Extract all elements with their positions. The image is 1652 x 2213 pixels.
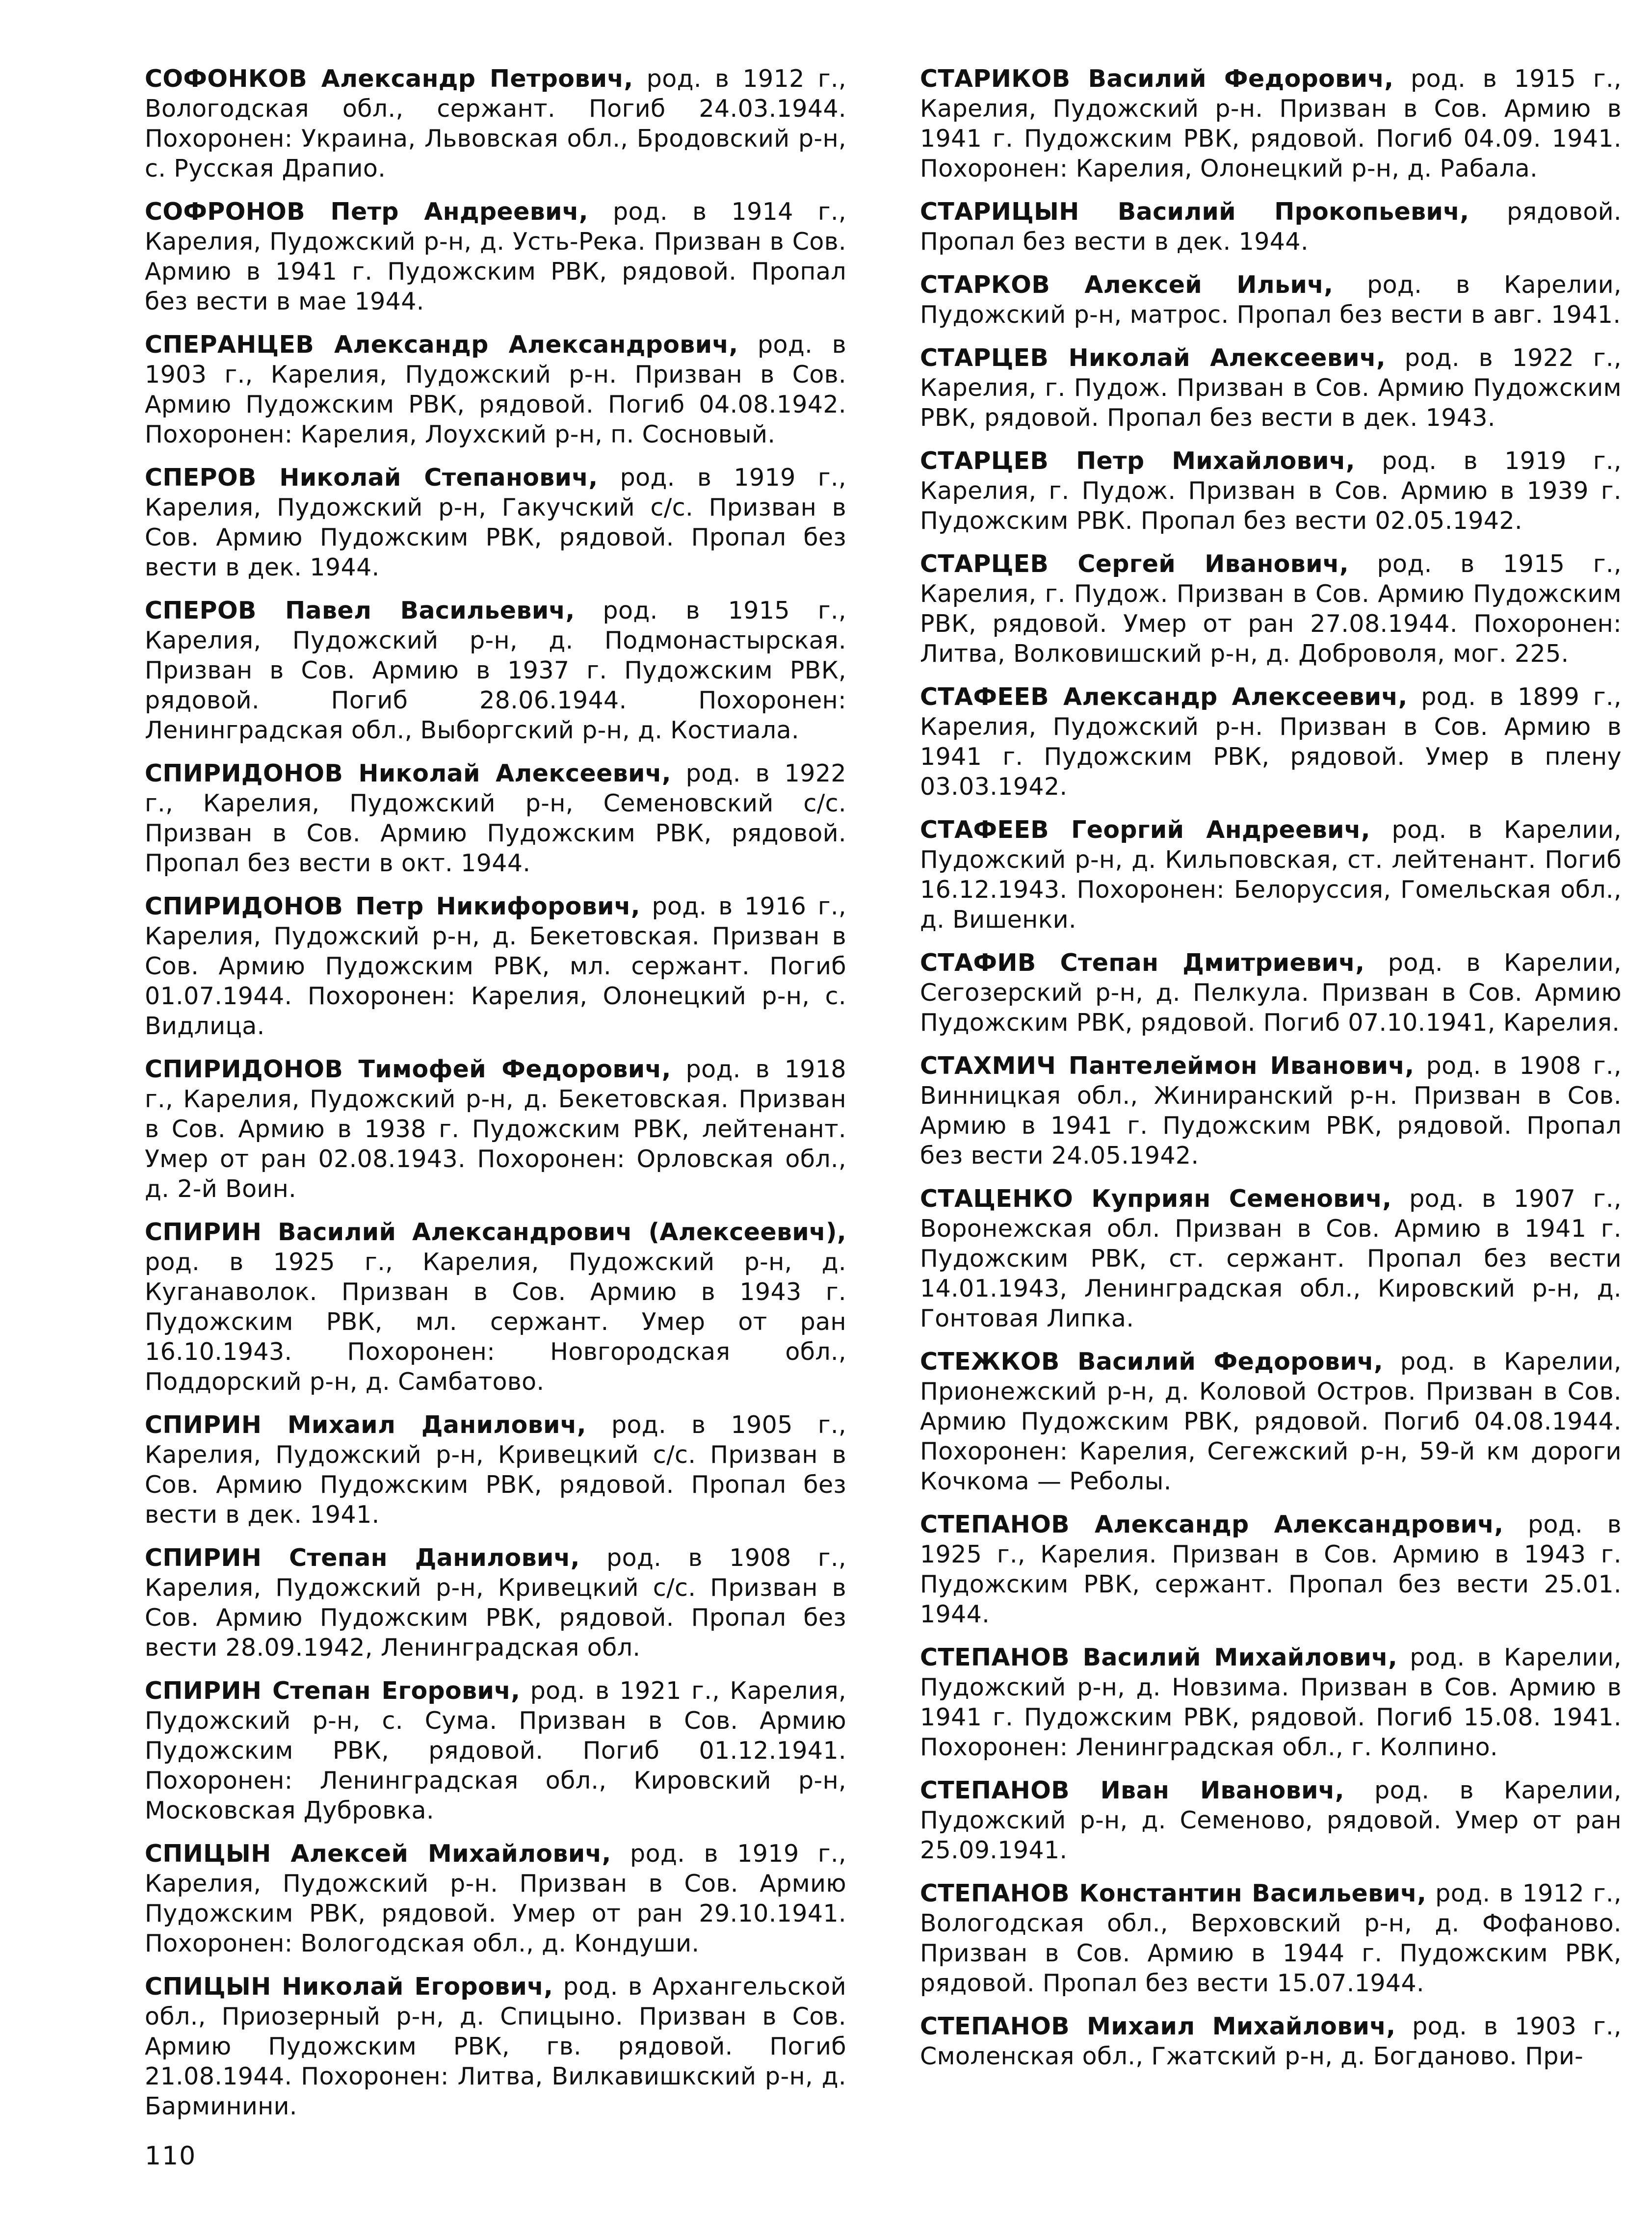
entry-text: род. в 1922 г., Карелия, Пудожский р-н, Семеновский с/с. Призван в Сов. Армию Пудожским РВК, рядовой. Пропал без вести в окт. 1944. — [145, 759, 846, 877]
entry-name: СТЕПАНОВ Иван Иванович, — [920, 1776, 1344, 1804]
entry-text: род. в 1907 г., Воронежская обл. Призван в Сов. Армию в 1941 г. Пудожским РВК, ст. сержант. Пропал без вести 14.01.1943, Ленинградская обл., Кировский р-н, д. Гонтовая Липка. — [920, 1185, 1622, 1332]
entry-name: СТЕПАНОВ Александр Александрович, — [920, 1510, 1504, 1538]
entry — [145, 1543, 846, 1663]
entry — [920, 2011, 1622, 2071]
entry-name: СПИЦЫН Николай Егорович, — [145, 1973, 553, 2001]
entry-name: СТАРЦЕВ Николай Алексеевич, — [920, 344, 1386, 372]
entry — [920, 549, 1622, 669]
entry-text: род. в Карелии, Прионежский р-н, д. Коловой Остров. Призван в Сов. Армию Пудожским РВК, рядовой. Погиб 04.08.1944. Похоронен: Карелия, Сегежский р-н, 59-й км дороги Кочкома — Реболы. — [920, 1348, 1622, 1495]
entry — [145, 758, 846, 878]
entry-name: СТЕЖКОВ Василий Федорович, — [920, 1348, 1384, 1376]
entry-name: СТАФЕЕВ Георгий Андреевич, — [920, 816, 1370, 844]
entry — [145, 463, 846, 582]
entry-text: род. в 1919 г., Карелия, г. Пудож. Призван в Сов. Армию в 1939 г. Пудожским РВК. Пропал без вести 02.05.1942. — [920, 447, 1622, 535]
entry-text: род. в Карелии, Сегозерский р-н, д. Пелкула. Призван в Сов. Армию Пудожским РВК, рядовой. Погиб 07.10.1941, Карелия. — [920, 949, 1622, 1037]
entry-text: род. в 1912 г., Вологодская обл., Верховский р-н, д. Фофаново. Призван в Сов. Армию в 1944 г. Пудожским РВК, рядовой. Пропал без вести 15.07.1944. — [920, 1879, 1622, 1997]
entry-name: СПЕРОВ Павел Васильевич, — [145, 597, 575, 625]
entry-name: СТЕПАНОВ Василий Михайлович, — [920, 1643, 1398, 1671]
entry-text: род. в 1921 г., Карелия, Пудожский р-н, с. Сума. Призван в Сов. Армию Пудожским РВК, рядовой. Погиб 01.12.1941. Похоронен: Ленинградская обл., Кировский р-н, Московская Дубровка. — [145, 1677, 846, 1824]
entry-text: род. в Карелии, Пудожский р-н, матрос. Пропал без вести в авг. 1941. — [920, 271, 1622, 329]
entry-name: СПИРИДОНОВ Петр Никифорович, — [145, 892, 640, 920]
entry — [145, 1054, 846, 1204]
entry-name: СПИРИН Степан Данилович, — [145, 1544, 580, 1572]
entry-text: род. в 1912 г., Вологодская обл., сержант. Погиб 24.03.1944. Похоронен: Украина, Львовская обл., Бродовский р-н, с. Русская Драпио. — [145, 65, 847, 182]
entry-name: СТАРИЦЫН Василий Прокопьевич, — [920, 198, 1469, 226]
entry-text: род. в 1918 г., Карелия, Пудожский р-н, д. Бекетовская. Призван в Сов. Армию в 1938 г. Пудожским РВК, лейтенант. Умер от ран 02.08.1943. Похоронен: Орловская обл., д. 2-й Воин. — [145, 1055, 846, 1203]
entry-text: род. в 1925 г., Карелия. Призван в Сов. Армию в 1943 г. Пудожским РВК, сержант. Пропал без вести 25.01. 1944. — [920, 1510, 1622, 1628]
entry-name: СПЕРАНЦЕВ Александр Александрович, — [145, 331, 738, 359]
entry — [145, 1676, 846, 1825]
entry — [145, 197, 846, 316]
entry — [920, 1642, 1622, 1762]
entry-name: СОФРОНОВ Петр Андреевич, — [145, 198, 588, 226]
entry-text: род. в 1916 г., Карелия, Пудожский р-н, д. Бекетовская. Призван в Сов. Армию Пудожским РВК, мл. сержант. Погиб 01.07.1944. Похоронен: Карелия, Олонецкий р-н, с. Видлица. — [145, 892, 846, 1040]
entry — [920, 270, 1622, 330]
entry-text: род. в 1915 г., Карелия, г. Пудож. Призван в Сов. Армию Пудожским РВК, рядовой. Умер от ран 27.08.1944. Похоронен: Литва, Волковишский р-н, д. Доброволя, мог. 225. — [920, 550, 1622, 668]
right-column — [920, 64, 1622, 2084]
entry-name: СТАРКОВ Алексей Ильич, — [920, 271, 1334, 299]
entry-name: СПИРИН Василий Александрович (Алексеевич), — [145, 1218, 846, 1246]
entry — [920, 682, 1622, 802]
entry-text: род. в 1899 г., Карелия, Пудожский р-н. Призван в Сов. Армию в 1941 г. Пудожским РВК, рядовой. Умер в плену 03.03.1942. — [920, 683, 1622, 801]
left-column — [145, 64, 846, 2135]
entry-name: СПИЦЫН Алексей Михайлович, — [145, 1840, 611, 1868]
entry — [920, 1347, 1622, 1496]
entry-text: род. в 1903 г., Смоленская обл., Гжатский р-н, д. Богданово. При- — [920, 2012, 1622, 2070]
entry — [920, 197, 1622, 257]
entry-name: СТАЦЕНКО Куприян Семенович, — [920, 1185, 1392, 1213]
entry-text: род. в Карелии, Пудожский р-н, д. Семеново, рядовой. Умер от ран 25.09.1941. — [920, 1776, 1622, 1864]
entry-name: СТЕПАНОВ Константин Васильевич, — [920, 1879, 1427, 1907]
entry — [145, 1972, 846, 2121]
entry — [145, 1410, 846, 1530]
entry-name: СТАФЕЕВ Александр Алексеевич, — [920, 683, 1408, 711]
entry-name: СПЕРОВ Николай Степанович, — [145, 464, 598, 492]
entry — [145, 64, 846, 183]
entry-text: род. в 1903 г., Карелия, Пудожский р-н. Призван в Сов. Армию Пудожским РВК, рядовой. Погиб 04.08.1942. Похоронен: Карелия, Лоухский р-н, п. Сосновый. — [145, 331, 846, 448]
entry — [920, 446, 1622, 536]
entry — [145, 891, 846, 1041]
entry-name: СТАХМИЧ Пантелеймон Иванович, — [920, 1052, 1415, 1080]
entry-text: рядовой. Пропал без вести в дек. 1944. — [920, 198, 1622, 256]
entry — [145, 330, 846, 449]
page-number: 110 — [145, 2141, 197, 2171]
entry-name: СТАФИВ Степан Дмитриевич, — [920, 949, 1365, 977]
entry-text: род. в 1905 г., Карелия, Пудожский р-н, Кривецкий с/с. Призван в Сов. Армию Пудожским РВК, рядовой. Пропал без вести в дек. 1941. — [145, 1411, 847, 1529]
entry-text: род. в Архангельской обл., Приозерный р-н, д. Спицыно. Призван в Сов. Армию Пудожским РВК, гв. рядовой. Погиб 21.08.1944. Похоронен: Литва, Вилкавишкский р-н, д. Барминини. — [145, 1973, 846, 2120]
entry — [920, 1510, 1622, 1629]
entry-name: СОФОНКОВ Александр Петрович, — [145, 65, 633, 93]
entry-text: род. в 1919 г., Карелия, Пудожский р-н. Призван в Сов. Армию Пудожским РВК, рядовой. Умер от ран 29.10.1941. Похоронен: Вологодская обл., д. Кондуши. — [145, 1840, 846, 1957]
entry-text: род. в 1915 г., Карелия, Пудожский р-н. Призван в Сов. Армию в 1941 г. Пудожским РВК, рядовой. Погиб 04.09. 1941. Похоронен: Карелия, Олонецкий р-н, д. Рабала. — [920, 65, 1622, 182]
entry-name: СТАРЦЕВ Петр Михайлович, — [920, 447, 1355, 475]
entry-name: СПИРИН Михаил Данилович, — [145, 1411, 586, 1439]
entry — [920, 1184, 1622, 1333]
entry-name: СПИРИДОНОВ Тимофей Федорович, — [145, 1055, 671, 1083]
entry-text: род. в Карелии, Пудожский р-н, д. Новзима. Призван в Сов. Армию в 1941 г. Пудожским РВК, рядовой. Погиб 15.08. 1941. Похоронен: Ленинградская обл., г. Колпино. — [920, 1643, 1622, 1761]
entry — [920, 1051, 1622, 1171]
entry — [920, 815, 1622, 935]
entry — [920, 64, 1622, 183]
entry — [920, 1775, 1622, 1865]
entry — [145, 1839, 846, 1958]
entry-text: род. в 1914 г., Карелия, Пудожский р-н, д. Усть-Река. Призван в Сов. Армию в 1941 г. Пудожским РВК, рядовой. Пропал без вести в мае 1944. — [145, 198, 846, 315]
entry-text: род. в 1908 г., Винницкая обл., Жиниранский р-н. Призван в Сов. Армию в 1941 г. Пудожским РВК, рядовой. Пропал без вести 24.05.1942. — [920, 1052, 1622, 1170]
entry — [920, 948, 1622, 1038]
entry-name: СТАРИКОВ Василий Федорович, — [920, 65, 1394, 93]
entry — [145, 596, 846, 745]
entry-name: СПИРИДОНОВ Николай Алексеевич, — [145, 759, 671, 787]
entry — [920, 1878, 1622, 1998]
entry-text: род. в Карелии, Пудожский р-н, д. Кильповская, ст. лейтенант. Погиб 16.12.1943. Похоронен: Белоруссия, Гомельская обл., д. Вишенки. — [920, 816, 1622, 934]
entry-name: СТЕПАНОВ Михаил Михайлович, — [920, 2012, 1396, 2040]
entry-text: род. в 1925 г., Карелия, Пудожский р-н, д. Куганаволок. Призван в Сов. Армию в 1943 г. Пудожским РВК, мл. сержант. Умер от ран 16.10.1943. Похоронен: Новгородская обл., Поддорский р-н, д. Самбатово. — [145, 1248, 846, 1396]
entry-text: род. в 1915 г., Карелия, Пудожский р-н, д. Подмонастырская. Призван в Сов. Армию в 1937 г. Пудожским РВК, рядовой. Погиб 28.06.1944. Похоронен: Ленинградская обл., Выборгский р-н, д. Костиала. — [145, 597, 846, 744]
entry — [920, 343, 1622, 433]
entry-text: род. в 1908 г., Карелия, Пудожский р-н, Кривецкий с/с. Призван в Сов. Армию Пудожским РВК, рядовой. Пропал без вести 28.09.1942, Ленинградская обл. — [145, 1544, 847, 1662]
entry-name: СПИРИН Степан Егорович, — [145, 1677, 521, 1705]
entry-name: СТАРЦЕВ Сергей Иванович, — [920, 550, 1349, 578]
entry-text: род. в 1919 г., Карелия, Пудожский р-н, Гакучский с/с. Призван в Сов. Армию Пудожским РВК, рядовой. Пропал без вести в дек. 1944. — [145, 464, 846, 581]
entry — [145, 1217, 846, 1397]
entry-text: род. в 1922 г., Карелия, г. Пудож. Призван в Сов. Армию Пудожским РВК, рядовой. Пропал без вести в дек. 1943. — [920, 344, 1622, 432]
